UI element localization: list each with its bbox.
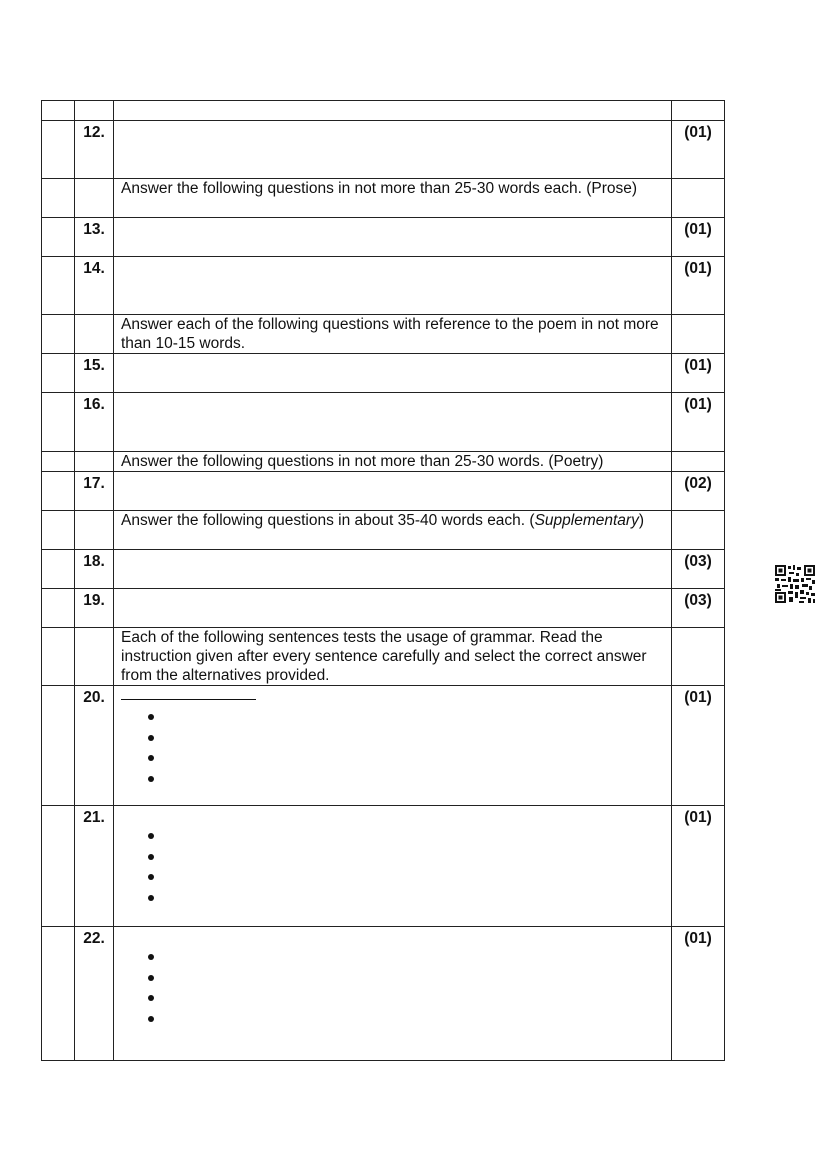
question-body [114,218,672,257]
option-bullet [148,1009,671,1030]
instruction-text: Answer the following questions in about 35-40 words each. (Supplementary) [114,511,672,550]
instruction-text: Each of the following sentences tests the usage of grammar. Read the instruction given after every sentence carefully and select the correct answer from the alternatives provided. [114,628,672,686]
question-body [114,806,672,927]
question-marks: (01) [672,257,725,315]
question-row-20 [42,686,725,806]
instruction-text: Answer the following questions in not more than 25-30 words. (Poetry) [114,452,672,472]
question-body [114,354,672,393]
option-list [114,707,671,789]
option-bullet [148,867,671,888]
option-bullet [148,728,671,749]
question-row-18 [42,550,725,589]
question-marks: (03) [672,589,725,628]
option-bullet [148,847,671,868]
option-bullet [148,968,671,989]
option-list [114,826,671,908]
question-body [114,589,672,628]
question-marks: (01) [672,686,725,806]
question-body [114,393,672,452]
question-row-22 [42,927,725,1061]
question-row-21 [42,806,725,927]
qr-code-icon [775,565,815,603]
question-number: 19. [75,589,114,628]
question-number: 12. [75,121,114,179]
instruction-row-grammar [42,628,725,686]
option-bullet [148,888,671,909]
question-body [114,257,672,315]
question-marks: (01) [672,354,725,393]
question-row-12 [42,121,725,179]
question-number: 14. [75,257,114,315]
question-number: 18. [75,550,114,589]
question-marks: (01) [672,393,725,452]
question-body [114,686,672,806]
question-marks: (01) [672,218,725,257]
option-list [114,947,671,1029]
instruction-text: Answer each of the following questions with reference to the poem in not more than 10-15 words. [114,315,672,354]
question-body [114,550,672,589]
instruction-row-supplementary [42,511,725,550]
instruction-row-poem [42,315,725,354]
instruction-row-poetry [42,452,725,472]
question-number: 17. [75,472,114,511]
question-marks: (03) [672,550,725,589]
answer-blank-line [121,699,256,700]
question-row-19 [42,589,725,628]
question-marks: (01) [672,927,725,1061]
question-number: 21. [75,806,114,927]
question-row-17 [42,472,725,511]
question-row-13 [42,218,725,257]
question-number: 16. [75,393,114,452]
question-marks: (01) [672,121,725,179]
question-number: 20. [75,686,114,806]
option-bullet [148,707,671,728]
option-bullet [148,947,671,968]
question-number: 22. [75,927,114,1061]
question-number: 13. [75,218,114,257]
question-row-14 [42,257,725,315]
option-bullet [148,826,671,847]
question-marks: (02) [672,472,725,511]
question-row-16 [42,393,725,452]
question-table [41,100,725,1061]
instruction-text: Answer the following questions in not more than 25-30 words each. (Prose) [114,179,672,218]
option-bullet [148,988,671,1009]
header-row [42,101,725,121]
option-bullet [148,748,671,769]
instruction-row-prose [42,179,725,218]
question-number: 15. [75,354,114,393]
question-marks: (01) [672,806,725,927]
question-row-15 [42,354,725,393]
question-body [114,472,672,511]
option-bullet [148,769,671,790]
question-body [114,927,672,1061]
question-body [114,121,672,179]
